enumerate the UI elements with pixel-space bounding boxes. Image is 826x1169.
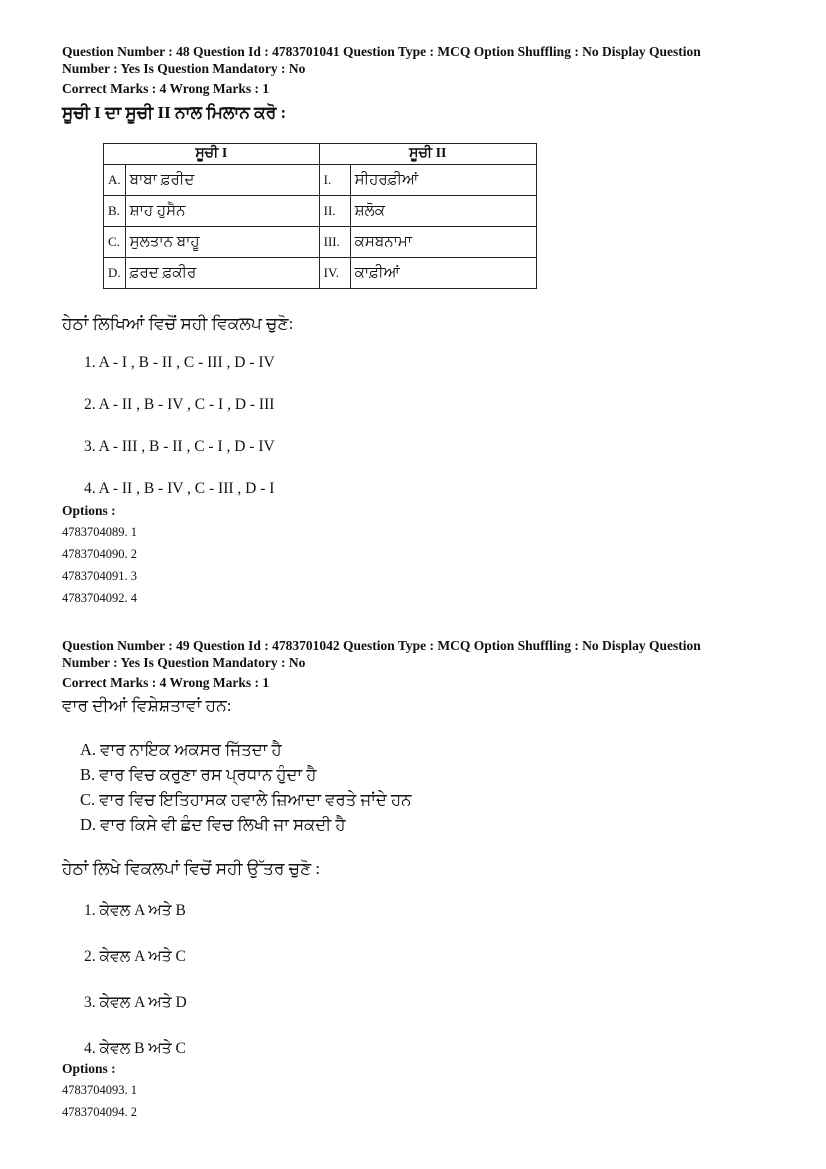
row-value: ਸ਼ਲੋਕ <box>350 196 536 227</box>
row-value: ਬਾਬਾ ਫ਼ਰੀਦ <box>125 165 319 196</box>
q49-statement-d: D. ਵਾਰ ਕਿਸੇ ਵੀ ਛੰਦ ਵਿਚ ਲਿਖੀ ਜਾ ਸਕਦੀ ਹੈ <box>80 815 346 834</box>
q48-choice-1[interactable]: 1. A - I , B - II , C - III , D - IV <box>84 354 275 371</box>
table-row <box>104 227 537 258</box>
q49-header-line2: Number : Yes Is Question Mandatory : No <box>62 655 306 670</box>
q49-question-title: ਵਾਰ ਦੀਆਂ ਵਿਸ਼ੇਸ਼ਤਾਵਾਂ ਹਨ: <box>62 696 232 715</box>
q48-match-table <box>103 143 537 289</box>
q49-header-line1: Question Number : 49 Question Id : 4783701042 Question Type : MCQ Option Shuffling : No Display Question <box>62 638 701 653</box>
q49-choice-4[interactable]: 4. ਕੇਵਲ B ਅਤੇ C <box>84 1040 186 1057</box>
list1-header: ਸੂਚੀ I <box>104 144 320 165</box>
table-header-row <box>104 144 537 165</box>
row-value: ਸੁਲਤਾਨ ਬਾਹੂ <box>125 227 319 258</box>
q48-choice-4[interactable]: 4. A - II , B - IV , C - III , D - I <box>84 480 275 497</box>
q49-marks: Correct Marks : 4 Wrong Marks : 1 <box>62 675 270 690</box>
q49-choice-3[interactable]: 3. ਕੇਵਲ A ਅਤੇ D <box>84 994 187 1011</box>
q48-header-line1: Question Number : 48 Question Id : 4783701041 Question Type : MCQ Option Shuffling : No Display Question <box>62 44 701 59</box>
table-row <box>104 196 537 227</box>
q49-instruction: ਹੇਠਾਂ ਲਿਖੇ ਵਿਕਲਪਾਂ ਵਿਚੋਂ ਸਹੀ ਉੱਤਰ ਚੁਣੋ : <box>62 859 321 878</box>
q48-option-id-1: 4783704089. 1 <box>62 525 137 539</box>
list2-header: ਸੂਚੀ II <box>319 144 536 165</box>
q49-choice-1[interactable]: 1. ਕੇਵਲ A ਅਤੇ B <box>84 902 186 919</box>
row-key: D. <box>104 258 126 289</box>
q49-choice-2[interactable]: 2. ਕੇਵਲ A ਅਤੇ C <box>84 948 186 965</box>
row-value: ਸੀਹਰਫ਼ੀਆਂ <box>350 165 536 196</box>
row-key: A. <box>104 165 126 196</box>
row-value: ਸ਼ਾਹ ਹੁਸੈਨ <box>125 196 319 227</box>
row-key: IV. <box>319 258 350 289</box>
table-row <box>104 258 537 289</box>
row-key: B. <box>104 196 126 227</box>
q48-option-id-4: 4783704092. 4 <box>62 591 137 605</box>
row-key: I. <box>319 165 350 196</box>
q49-option-id-2: 4783704094. 2 <box>62 1105 137 1119</box>
q48-instruction: ਹੇਠਾਂ ਲਿਖਿਆਂ ਵਿਚੋਂ ਸਹੀ ਵਿਕਲਪ ਚੁਣੋ: <box>62 314 294 333</box>
q49-options-label: Options : <box>62 1061 116 1076</box>
q49-statement-a: A. ਵਾਰ ਨਾਇਕ ਅਕਸਰ ਜਿੱਤਦਾ ਹੈ <box>80 740 282 759</box>
q49-statement-b: B. ਵਾਰ ਵਿਚ ਕਰੁਣਾ ਰਸ ਪ੍ਰਧਾਨ ਹੁੰਦਾ ਹੈ <box>80 765 317 784</box>
q48-header-line2: Number : Yes Is Question Mandatory : No <box>62 61 306 76</box>
q48-option-id-2: 4783704090. 2 <box>62 547 137 561</box>
row-value: ਕਾਫ਼ੀਆਂ <box>350 258 536 289</box>
row-value: ਫ਼ਰਦ ਫ਼ਕੀਰ <box>125 258 319 289</box>
row-key: II. <box>319 196 350 227</box>
q48-marks: Correct Marks : 4 Wrong Marks : 1 <box>62 81 270 96</box>
q48-options-label: Options : <box>62 503 116 518</box>
q48-choice-3[interactable]: 3. A - III , B - II , C - I , D - IV <box>84 438 275 455</box>
row-key: III. <box>319 227 350 258</box>
row-value: ਕਸਬਨਾਮਾ <box>350 227 536 258</box>
q48-choice-2[interactable]: 2. A - II , B - IV , C - I , D - III <box>84 396 275 413</box>
q48-option-id-3: 4783704091. 3 <box>62 569 137 583</box>
q48-question-title: ਸੂਚੀ I ਦਾ ਸੂਚੀ II ਨਾਲ ਮਿਲਾਨ ਕਰੋ : <box>62 103 287 122</box>
q49-option-id-1: 4783704093. 1 <box>62 1083 137 1097</box>
table-row <box>104 165 537 196</box>
row-key: C. <box>104 227 126 258</box>
q49-statement-c: C. ਵਾਰ ਵਿਚ ਇਤਿਹਾਸਕ ਹਵਾਲੇ ਜ਼ਿਆਦਾ ਵਰਤੇ ਜਾਂਦੇ ਹਨ <box>80 790 412 809</box>
